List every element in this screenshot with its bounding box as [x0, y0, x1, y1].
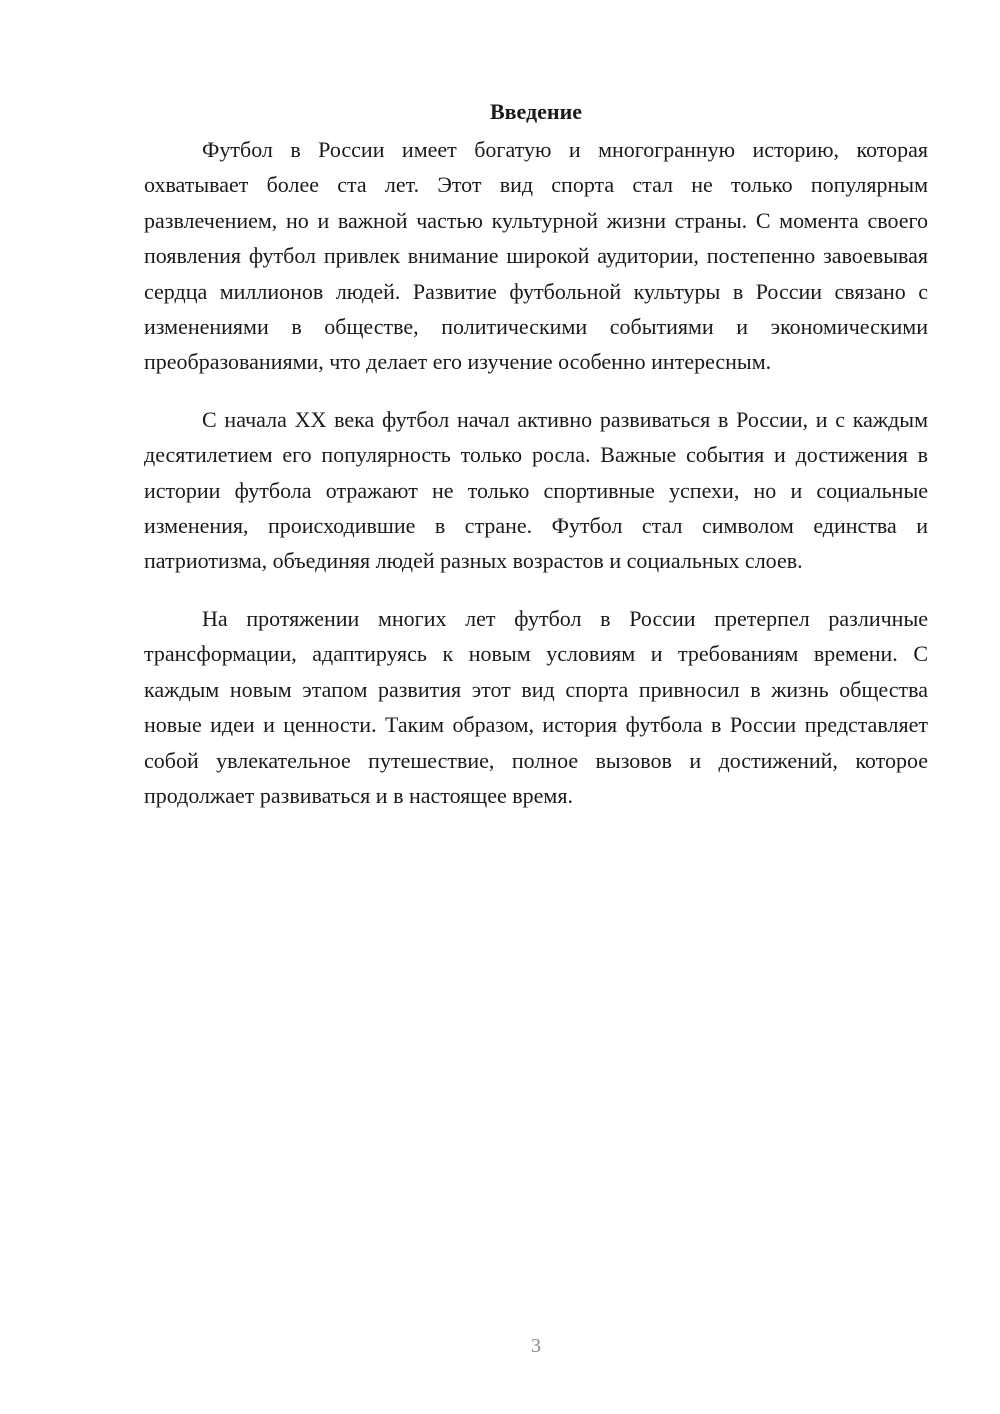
section-title: Введение: [489, 99, 583, 124]
page-content: [144, 96, 928, 835]
paragraph-1: Футбол в России имеет богатую и многогранную историю, которая охватывает более ста лет. Этот вид спорта стал не только популярным развлечением, но и важной частью культурной жизни страны. С момента своего появления футбол привлек внимание широкой аудитории, постепенно завоевывая сердца миллионов людей. Развитие футбольной культуры в России связано с изменениями в обществе, политическими событиями и экономическими преобразованиями, что делает его изучение особенно интересным.: [144, 137, 928, 375]
paragraph-2: С начала XX века футбол начал активно развиваться в России, и с каждым десятилетием его популярность только росла. Важные события и достижения в истории футбола отражают не только спортивные успехи, но и социальные изменения, происходившие в стране. Футбол стал символом единства и патриотизма, объединяя людей разных возрастов и социальных слоев.: [144, 406, 928, 574]
page-number: 3: [531, 1335, 541, 1357]
paragraph-3: На протяжении многих лет футбол в России претерпел различные трансформации, адаптируясь к новым условиям и требованиям времени. С каждым новым этапом развития этот вид спорта привносил в жизнь общества новые идеи и ценности. Таким образом, история футбола в России представляет собой увлекательное путешествие, полное вызовов и достижений, которое продолжает развиваться и в настоящее время.: [144, 605, 928, 808]
